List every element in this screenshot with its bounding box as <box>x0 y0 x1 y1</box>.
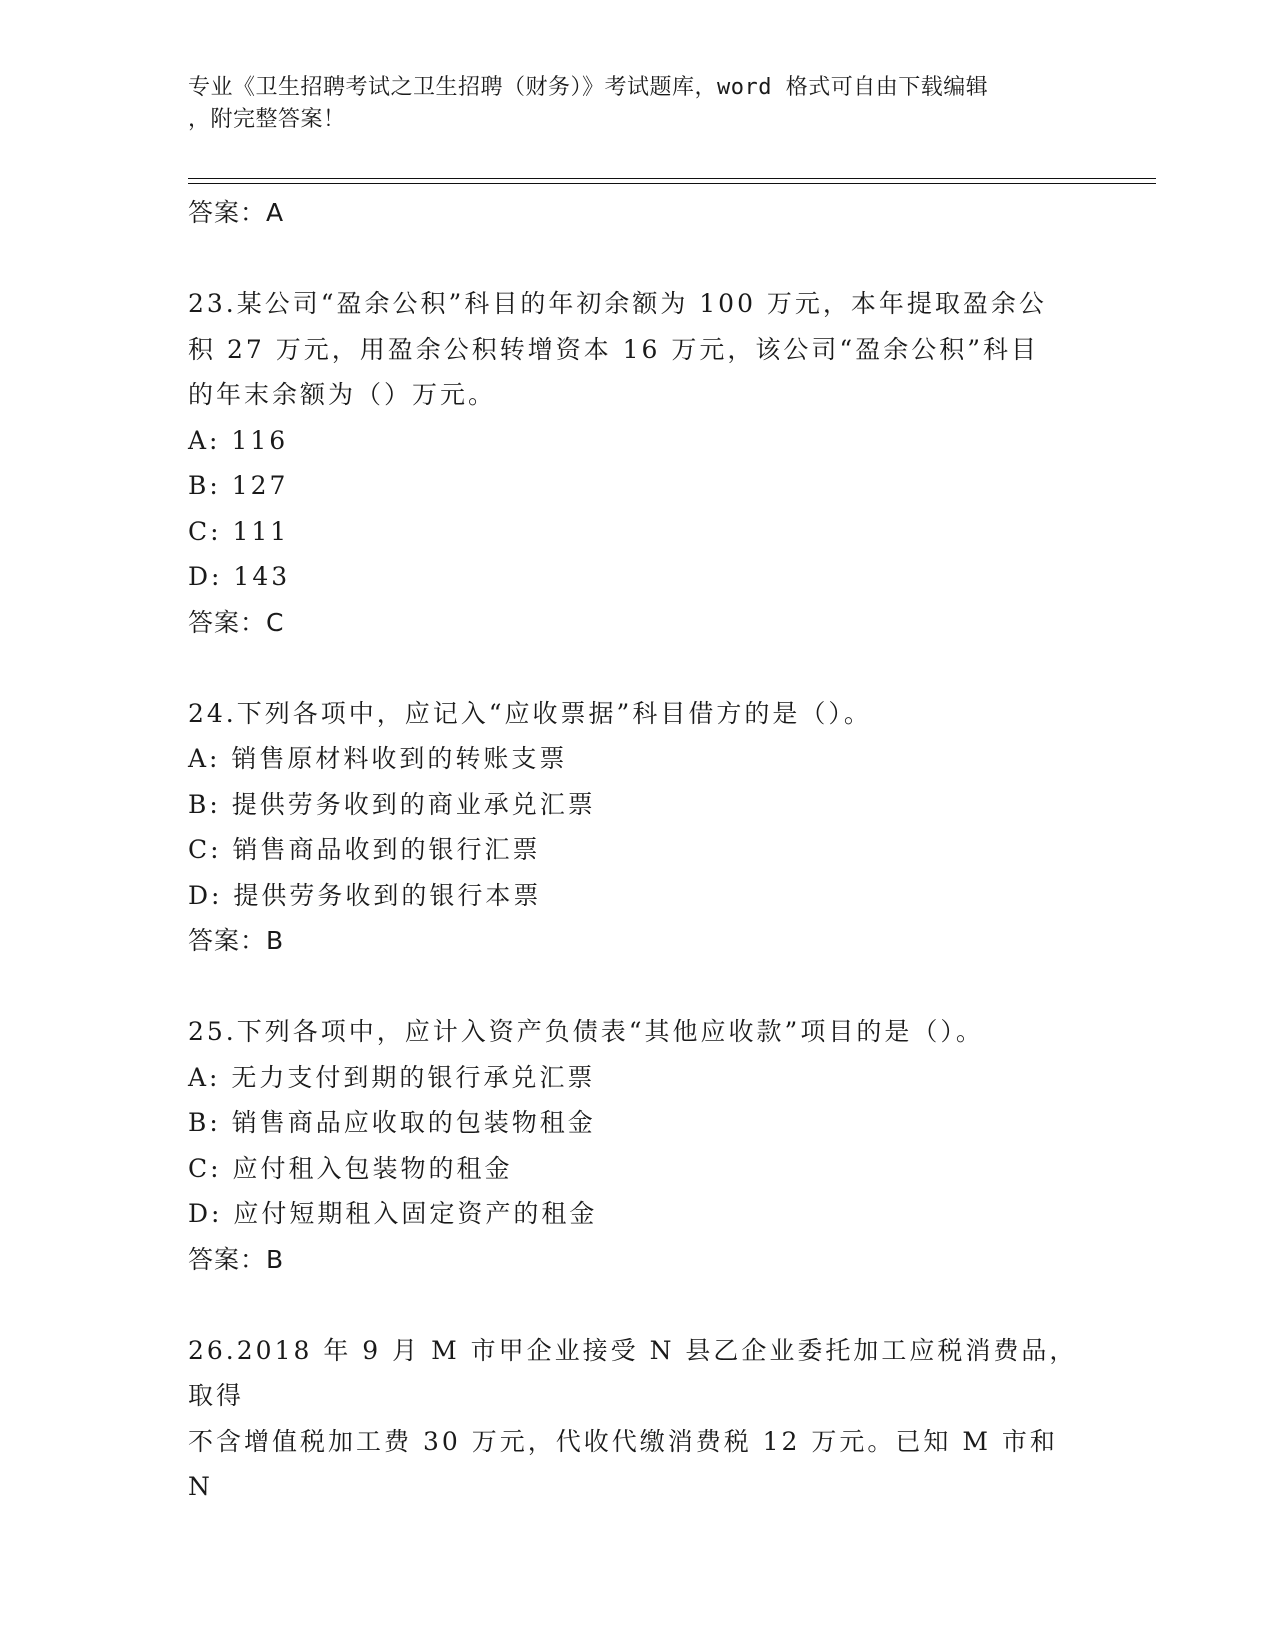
question-text-line: 23.某公司“盈余公积”科目的年初余额为 100 万元，本年提取盈余公 <box>188 289 1047 318</box>
answer-line: 答案：C <box>188 607 285 637</box>
option-b: B: 提供劳务收到的商业承兑汇票 <box>188 789 596 819</box>
option-d: D: 143 <box>188 562 291 591</box>
option-a: A: 无力支付到期的银行承兑汇票 <box>188 1062 596 1092</box>
option-c: C: 应付租入包装物的租金 <box>188 1153 513 1183</box>
option-d: D: 应付短期租入固定资产的租金 <box>188 1199 598 1228</box>
option-c: C: 111 <box>188 516 290 546</box>
header-line-2: ，附完整答案！ <box>188 107 346 132</box>
header-rule-top <box>188 178 1156 179</box>
question-24 <box>188 691 1088 965</box>
option-a: A: 销售原材料收到的转账支票 <box>188 744 568 773</box>
question-text-line: 不含增值税加工费 30 万元，代收代缴消费税 12 万元。已知 M 市和 N <box>188 1426 1058 1501</box>
header-line-1: 专业《卫生招聘考试之卫生招聘（财务）》考试题库，word 格式可自由下载编辑 <box>188 75 989 100</box>
question-text-line: 积 27 万元，用盈余公积转增资本 16 万元，该公司“盈余公积”科目 <box>188 334 1039 364</box>
question-26 <box>188 1328 1088 1510</box>
option-c: C: 销售商品收到的银行汇票 <box>188 835 541 864</box>
document-body <box>188 190 1088 1510</box>
question-text-line: 的年末余额为（）万元。 <box>188 380 497 409</box>
answer-previous: 答案：A <box>188 198 285 227</box>
option-d: D: 提供劳务收到的银行本票 <box>188 880 542 910</box>
option-b: B: 销售商品应收取的包装物租金 <box>188 1108 596 1137</box>
answer-line: 答案：B <box>188 926 285 955</box>
answer-line: 答案：B <box>188 1244 285 1274</box>
question-text-line: 24.下列各项中，应记入“应收票据”科目借方的是（）。 <box>188 698 872 728</box>
question-text-line: 26.2018 年 9 月 M 市甲企业接受 N 县乙企业委托加工应税消费品，取得 <box>188 1335 1078 1410</box>
question-text-line: 25.下列各项中，应计入资产负债表“其他应收款”项目的是（）。 <box>188 1017 984 1046</box>
option-a: A: 116 <box>188 425 289 455</box>
header-rule-bottom <box>188 183 1156 184</box>
question-23 <box>188 281 1088 646</box>
question-25 <box>188 1009 1088 1283</box>
option-b: B: 127 <box>188 471 289 500</box>
page-header <box>188 72 1088 136</box>
